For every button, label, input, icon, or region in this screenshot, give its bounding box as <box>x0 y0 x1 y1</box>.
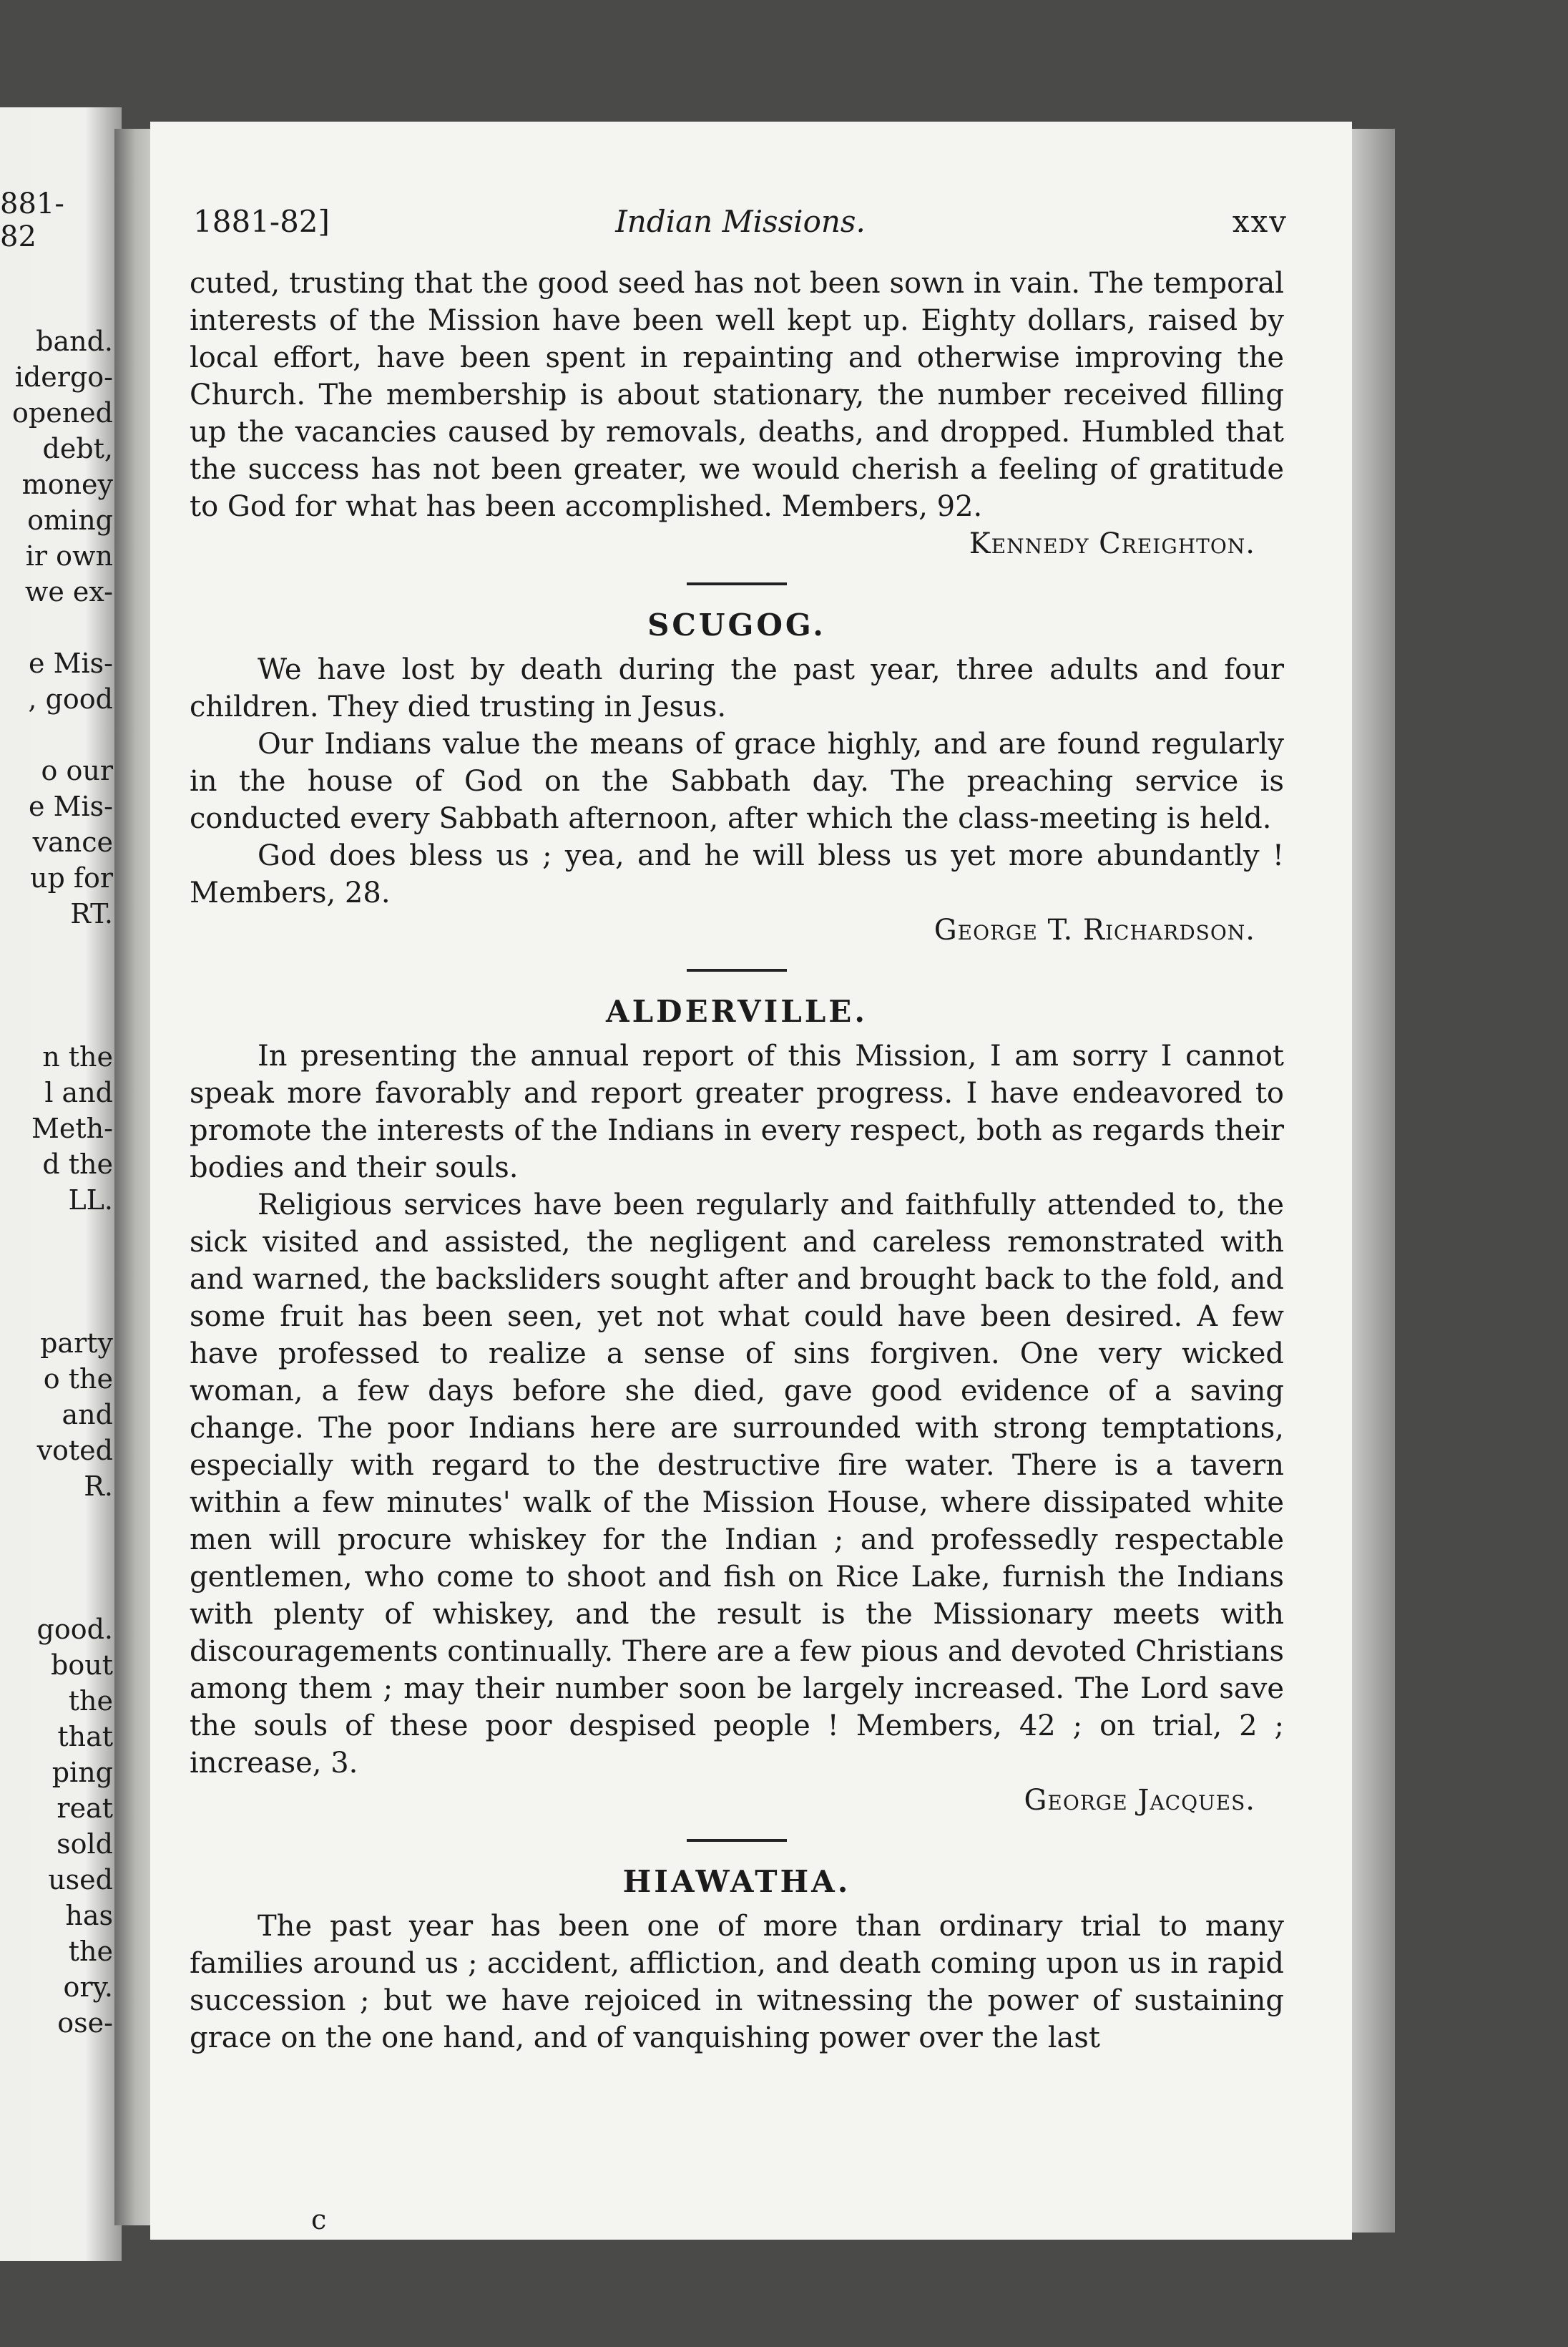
facing-page-line: has <box>65 1900 113 1931</box>
running-head-year: 1881-82] <box>193 204 330 239</box>
facing-page-line: ping <box>52 1757 113 1788</box>
facing-page-line: LL. <box>68 1184 113 1216</box>
facing-page-line: the <box>68 1936 113 1967</box>
page-body <box>190 265 1284 2056</box>
facing-page-line: money <box>21 469 113 500</box>
signature-creighton: Kennedy Creighton. <box>969 527 1255 560</box>
facing-page-line: oming <box>27 504 113 536</box>
facing-page-line: bout <box>51 1649 113 1681</box>
facing-page-line: up for <box>30 862 113 894</box>
facing-page-line: opened <box>12 397 113 429</box>
facing-page-line: ose- <box>57 2007 113 2039</box>
opening-paragraph: cuted, trusting that the good seed has not been sown in vain. The temporal interests of the Mission have been well kept up. Eighty dollars, raised by local effort, have been spent in repainting and otherwise improving the Church. The membership is about stationary, the number received filling up the vacancies caused by removals, deaths, and dropped. Humbled that the success has not been greater, we would cherish a feeling of gratitude to God for what has been accomplished. Members, 92. <box>190 267 1284 523</box>
heading-scugog: SCUGOG. <box>647 608 826 643</box>
section-rule <box>687 582 787 585</box>
section-rule <box>687 969 787 972</box>
facing-page-line: RT. <box>70 898 113 929</box>
signature-jacques: George Jacques. <box>1024 1784 1255 1817</box>
facing-page-line: that <box>57 1721 113 1752</box>
facing-page-line: voted <box>36 1435 113 1466</box>
facing-page-line: reat <box>57 1792 113 1824</box>
facing-page-line: and <box>62 1399 113 1430</box>
scugog-paragraph: God does bless us ; yea, and he will bless us yet more abundantly ! Members, 28. <box>190 839 1284 909</box>
facing-page-line: vance <box>32 826 113 858</box>
hiawatha-paragraph: The past year has been one of more than ordinary trial to many families around us ; accident, affliction, and death coming upon us in rapid succession ; but we have rejoiced in witnessing the power of sustaining grace on the one hand, and of vanquishing power over the last <box>190 1910 1284 2054</box>
facing-running-head: 881-82 <box>0 187 64 253</box>
facing-page-line: ory. <box>63 1971 113 2003</box>
facing-page-line: debt, <box>42 433 113 464</box>
facing-page-line: the <box>68 1685 113 1717</box>
facing-page-line: o our <box>41 755 113 786</box>
facing-page-line: ir own <box>25 540 113 572</box>
running-head-title: Indian Missions. <box>615 204 866 239</box>
facing-page-line: idergo- <box>14 361 113 393</box>
scugog-paragraph: We have lost by death during the past year, three adults and four children. They died trusting in Jesus. <box>190 653 1284 723</box>
facing-page-line: e Mis- <box>29 648 113 679</box>
heading-hiawatha: HIAWATHA. <box>622 1864 851 1899</box>
facing-page-line: n the <box>42 1041 113 1073</box>
heading-alderville: ALDERVILLE. <box>606 994 868 1029</box>
signature-richardson: George T. Richardson. <box>934 914 1255 947</box>
facing-page-line: o the <box>43 1363 113 1395</box>
facing-page-line: party <box>40 1327 113 1359</box>
facing-page-line: used <box>48 1864 113 1895</box>
facing-page-line: , good <box>28 683 113 715</box>
page-number: xxv <box>1232 204 1288 239</box>
facing-page-line: d the <box>42 1148 113 1180</box>
signature-mark: c <box>311 2204 327 2235</box>
facing-page-line: R. <box>84 1470 113 1502</box>
section-rule <box>687 1839 787 1842</box>
running-head <box>193 200 1288 243</box>
facing-page-line: good. <box>36 1614 113 1645</box>
facing-page-line: sold <box>57 1828 113 1860</box>
facing-page-line: l and <box>44 1077 113 1108</box>
page-edge <box>1352 129 1395 2233</box>
facing-page-line: Meth- <box>31 1113 113 1144</box>
facing-page-line: e Mis- <box>29 791 113 822</box>
facing-page <box>0 107 122 2261</box>
alderville-paragraph: Religious services have been regularly and faithfully attended to, the sick visited and assisted, the negligent and careless remonstrated with and warned, the backsliders sought after and brought back to the fold, and some fruit has been seen, yet not what could have been desired. A few have professed to realize a sense of sins forgiven. One very wicked woman, a few days before she died, gave good evidence of a saving change. The poor Indians here are surrounded with strong temptations, especially with regard to the destructive fire water. There is a tavern within a few minutes' walk of the Mission House, where dissipated white men will procure whiskey for the Indian ; and professedly respectable gentlemen, who come to shoot and fish on Rice Lake, furnish the Indians with plenty of whiskey, and the result is the Missionary meets with discouragements continually. There are a few pious and devoted Christians among them ; may their number soon be largely increased. The Lord save the souls of these poor despised people ! Members, 42 ; on trial, 2 ; increase, 3. <box>190 1189 1284 1780</box>
facing-page-line: we ex- <box>24 576 113 608</box>
book-page <box>150 122 1352 2240</box>
scugog-paragraph: Our Indians value the means of grace highly, and are found regularly in the house of God on the Sabbath day. The preaching service is conducted every Sabbath afternoon, after which the class-meeting is held. <box>190 728 1284 835</box>
facing-page-line: band. <box>36 326 113 357</box>
alderville-paragraph: In presenting the annual report of this Mission, I am sorry I cannot speak more favorably and report greater progress. I have endeavored to promote the interests of the Indians in every respect, both as regards their bodies and their souls. <box>190 1040 1284 1184</box>
